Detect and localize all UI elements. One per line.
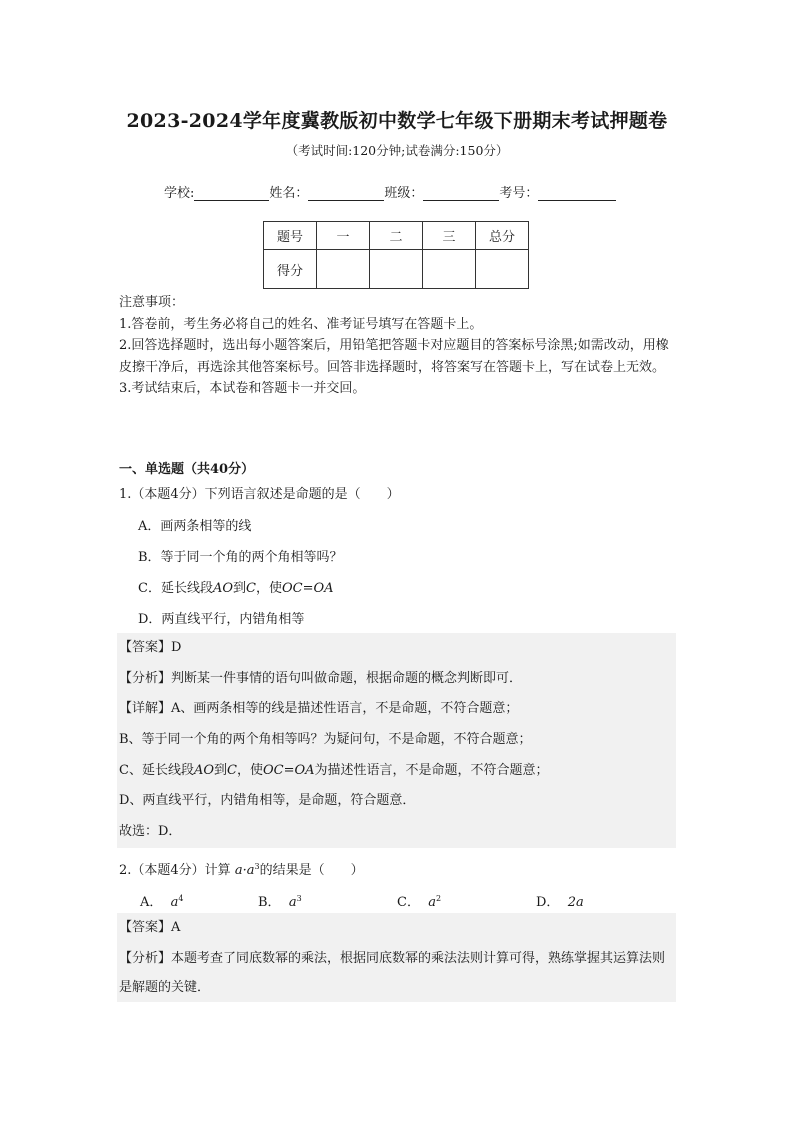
score-header-cell: 二 <box>370 222 423 250</box>
math-base: a <box>428 895 436 910</box>
notes-item: 3.考试结束后，本试卷和答题卡一并交回。 <box>119 381 366 396</box>
name-label: 姓名： <box>269 186 309 201</box>
math-segment: AO <box>193 762 214 778</box>
q2-stem-text: 2.（本题4分）计算 <box>119 863 231 878</box>
answer-line: 【答案】A <box>119 920 181 935</box>
detail-line: D、两直线平行，内错角相等，是命题，符合题意． <box>119 793 416 809</box>
exam-subtitle: （考试时间:120分钟;试卷满分:150分） <box>285 143 509 158</box>
math-exponent: 2 <box>435 894 442 903</box>
q2-stem-text: 的结果是（ ） <box>259 863 364 878</box>
detail-text: C、延长线段 <box>119 762 194 778</box>
q2-option-a <box>140 891 184 910</box>
math-exponent: 3 <box>254 862 260 871</box>
question-2-stem <box>119 859 364 878</box>
math-segment: AO <box>212 581 233 596</box>
option-label: D． <box>536 895 560 910</box>
score-table-score-row <box>264 250 529 289</box>
math-point: C <box>246 581 256 596</box>
notes-item: 2.回答选择题时，选出每小题答案后，用铅笔把答题卡对应题目的答案标号涂黑;如需改动，用橡皮擦干净后，再选涂其他答案标号。回答非选择题时，将答案写在答题卡上，写在试卷上无效。 <box>119 338 669 375</box>
q1-solution-block <box>117 633 676 848</box>
score-cell <box>423 250 476 289</box>
score-table <box>263 221 529 289</box>
analysis-line: 【分析】判断某一件事情的语句叫做命题，根据命题的概念判断即可． <box>119 670 523 686</box>
class-label: 班级： <box>384 186 424 201</box>
score-cell <box>370 250 423 289</box>
school-label: 学校: <box>164 186 195 201</box>
detail-line <box>117 756 676 787</box>
number-blank <box>538 186 616 201</box>
school-blank <box>194 186 269 201</box>
detail-line: 【详解】A、画两条相等的线是描述性语言，不是命题，不符合题意； <box>119 701 519 717</box>
class-blank <box>423 186 499 201</box>
q1-option-c-text: 到 <box>233 581 247 596</box>
question-1-stem: 1.（本题4分）下列语言叙述是命题的是（ ） <box>119 487 400 502</box>
q2-option-b <box>258 891 302 910</box>
q1-option-d: D．两直线平行，内错角相等 <box>138 612 305 627</box>
math-equation: OC=OA <box>262 762 315 778</box>
q1-option-c-text: ，使 <box>255 581 282 596</box>
q2-solution-block <box>117 913 676 1002</box>
math-exponent: 3 <box>296 894 302 903</box>
name-blank <box>308 186 384 201</box>
q1-option-b: B．等于同一个角的两个角相等吗？ <box>138 550 343 565</box>
q1-option-a: A．画两条相等的线 <box>138 519 252 534</box>
conclusion-line: 故选：D． <box>119 824 182 840</box>
q1-option-c-text: C．延长线段 <box>138 581 213 596</box>
math-base: a <box>288 895 297 910</box>
detail-line: B、等于同一个角的两个角相等吗？为疑问句，不是命题，不符合题意； <box>119 732 532 748</box>
student-info-line <box>164 182 616 201</box>
q2-option-d <box>536 891 584 910</box>
answer-line: 【答案】D <box>119 640 182 655</box>
math-exponent: 4 <box>178 894 184 903</box>
notes-block <box>119 292 679 400</box>
detail-text: ，使 <box>236 762 263 778</box>
math-point: C <box>227 762 237 778</box>
q1-option-c <box>138 577 334 596</box>
math-value: 2a <box>567 895 584 910</box>
q2-option-c <box>397 891 441 910</box>
score-table-header-row <box>264 222 529 250</box>
score-header-cell: 总分 <box>476 222 529 250</box>
option-label: B． <box>258 895 281 910</box>
score-header-cell: 题号 <box>264 222 317 250</box>
notes-heading: 注意事项： <box>119 295 185 310</box>
math-expression: a·a <box>234 863 255 878</box>
option-label: A． <box>140 895 163 910</box>
score-header-cell: 三 <box>423 222 476 250</box>
analysis-line: 【分析】本题考查了同底数幂的乘法，根据同底数幂的乘法法则计算可得，熟练掌握其运算法则是解题的关键． <box>119 950 666 995</box>
section-heading: 一、单选题（共40分） <box>119 462 255 477</box>
detail-text: 为描述性语言，不是命题，不符合题意； <box>314 762 549 778</box>
score-cell <box>317 250 370 289</box>
math-equation: OC=OA <box>281 581 334 596</box>
number-label: 考号： <box>499 186 539 201</box>
score-row-label: 得分 <box>264 250 317 289</box>
score-cell <box>476 250 529 289</box>
math-base: a <box>170 895 179 910</box>
notes-item: 1.答卷前，考生务必将自己的姓名、准考证号填写在答题卡上。 <box>119 316 483 332</box>
option-label: C． <box>397 895 420 910</box>
detail-text: 到 <box>214 762 228 778</box>
page-title: 2023-2024学年度冀教版初中数学七年级下册期末考试押题卷 <box>126 110 668 132</box>
score-header-cell: 一 <box>317 222 370 250</box>
